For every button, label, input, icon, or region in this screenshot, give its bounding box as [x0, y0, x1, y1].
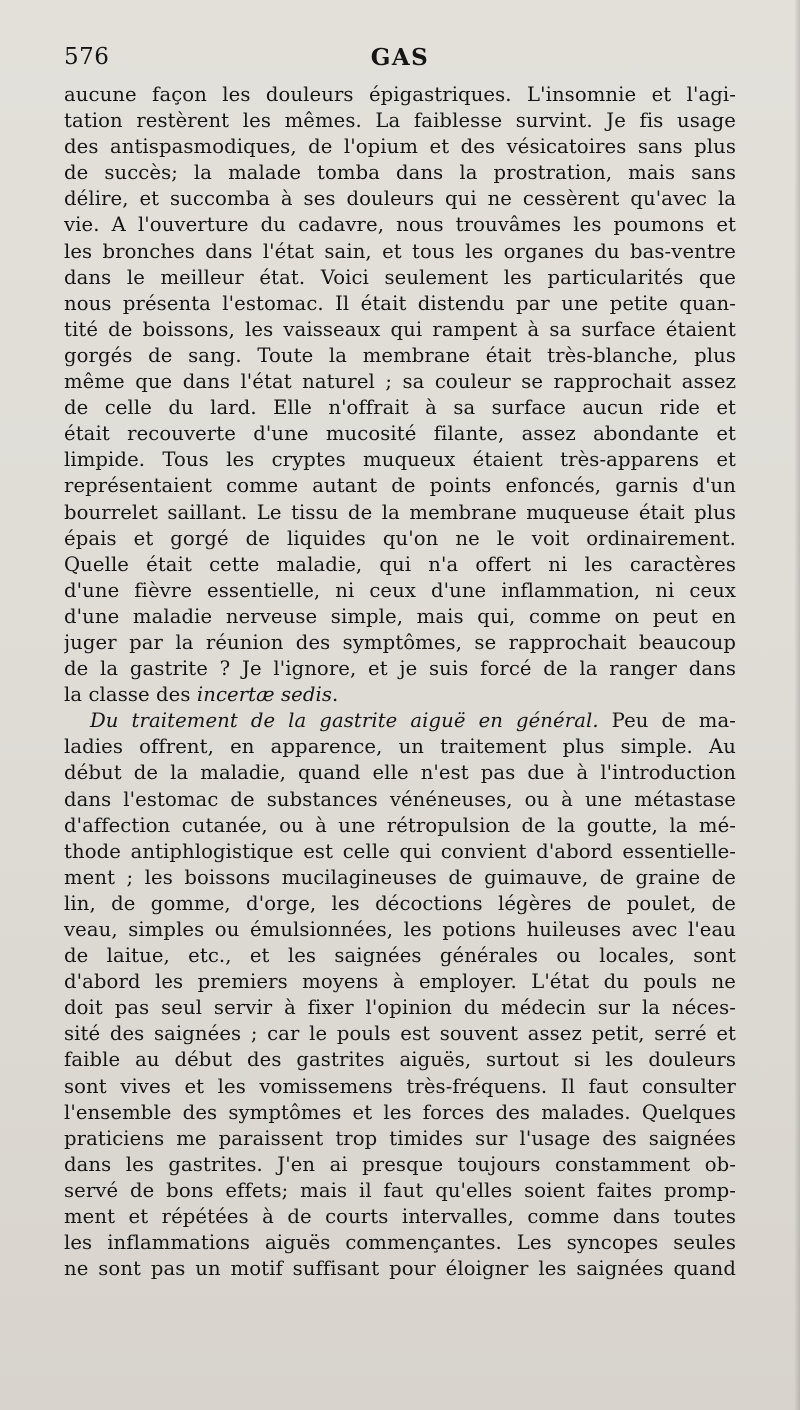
text-line: servé de bons effets; mais il faut qu'elles soient faites promp- [64, 1178, 736, 1202]
text-line: tation restèrent les mêmes. La faiblesse survint. Je fis usage [64, 109, 736, 133]
text-line: dans le meilleur état. Voici seulement les particularités que [64, 265, 736, 289]
text-line: d'abord les premiers moyens à employer. L'état du pouls ne [64, 970, 736, 994]
text-line: faible au début des gastrites aiguës, surtout si les douleurs [64, 1048, 736, 1072]
text-line: veau, simples ou émulsionnées, les potions huileuses avec l'eau [64, 918, 736, 941]
text-line: de laitue, etc., et les saignées générales ou locales, sont [64, 944, 736, 968]
text-line: début de la maladie, quand elle n'est pas due à l'introduction [64, 761, 736, 785]
text-line: ment ; les boissons mucilagineuses de guimauve, de graine de [64, 865, 736, 889]
text-line: était recouverte d'une mucosité filante, assez abondante et [64, 422, 736, 446]
text-line: nous présenta l'estomac. Il était distendu par une petite quan- [64, 291, 736, 315]
running-head: GAS [370, 44, 430, 71]
text-line: praticiens me paraissent trop timides sur l'usage des saignées [64, 1126, 736, 1150]
text-line: gorgés de sang. Toute la membrane était très-blanche, plus [64, 343, 736, 367]
text-line: de succès; la malade tomba dans la prostration, mais sans [64, 161, 736, 185]
text-line: dans les gastrites. J'en ai presque toujours constamment ob- [64, 1152, 736, 1176]
text-line: des antispasmodiques, de l'opium et des vésicatoires sans plus [64, 135, 736, 159]
text-line: aucune façon les douleurs épigastriques. L'insomnie et l'agi- [64, 83, 736, 106]
italic-phrase: incertæ sedis [196, 683, 333, 707]
text-line: dans l'estomac de substances vénéneuses, ou à une métastase [64, 787, 736, 811]
text-line: d'une fièvre essentielle, ni ceux d'une inflammation, ni ceux [64, 578, 736, 602]
text-line: limpide. Tous les cryptes muqueux étaient très-apparens et [64, 448, 736, 472]
text-line: d'affection cutanée, ou à une rétropulsion de la goutte, la mé- [64, 813, 736, 837]
text-line: thode antiphlogistique est celle qui convient d'abord essentielle- [64, 839, 736, 863]
text-line: représentaient comme autant de points enfoncés, garnis d'un [64, 474, 736, 498]
page-body [64, 82, 736, 1282]
text-line: Quelle était cette maladie, qui n'a offert ni les caractères [64, 552, 736, 576]
text-line: sont vives et les vomissemens très-fréquens. Il faut consulter [64, 1074, 736, 1098]
text-line: tité de boissons, les vaisseaux qui rampent à sa surface étaient [64, 317, 736, 341]
text-line: épais et gorgé de liquides qu'on ne le voit ordinairement. [64, 526, 736, 550]
section-heading-line [64, 708, 736, 734]
text-line: d'une maladie nerveuse simple, mais qui, comme on peut en [64, 604, 736, 628]
text-line: même que dans l'état naturel ; sa couleur se rapprochait assez [64, 370, 736, 394]
paragraph-case-report [64, 82, 736, 708]
text-line: les bronches dans l'état sain, et tous les organes du bas-ventre [64, 239, 736, 263]
page-number: 576 [64, 44, 110, 70]
paragraph-treatment [64, 708, 736, 1282]
text-line: l'ensemble des symptômes et les forces des malades. Quelques [64, 1100, 736, 1124]
text-fragment: la classe des [64, 683, 197, 707]
text-line: sité des saignées ; car le pouls est souvent assez petit, serré et [64, 1022, 736, 1046]
text-fragment: . [332, 683, 339, 707]
text-line: les inflammations aiguës commençantes. Les syncopes seules [64, 1231, 736, 1255]
text-line: juger par la réunion des symptômes, se rapprochait beaucoup [64, 630, 736, 654]
text-fragment: Peu de ma- [598, 709, 736, 733]
text-line [64, 682, 736, 708]
text-line: ladies offrent, en apparence, un traitement plus simple. Au [64, 735, 736, 759]
text-line: de celle du lard. Elle n'offrait à sa surface aucun ride et [64, 396, 736, 420]
text-line: doit pas seul servir à fixer l'opinion du médecin sur la néces- [64, 996, 736, 1020]
text-line: lin, de gomme, d'orge, les décoctions légères de poulet, de [64, 891, 736, 915]
text-line: ne sont pas un motif suffisant pour éloigner les saignées quand [64, 1257, 736, 1281]
text-line: vie. A l'ouverture du cadavre, nous trouvâmes les poumons et [64, 213, 736, 237]
text-line: ment et répétées à de courts intervalles, comme dans toutes [64, 1205, 736, 1229]
page-edge-shadow [794, 0, 800, 1410]
section-heading: Du traitement de la gastrite aiguë en général. [90, 709, 599, 733]
text-line: bourrelet saillant. Le tissu de la membrane muqueuse était plus [64, 500, 736, 524]
text-line: délire, et succomba à ses douleurs qui ne cessèrent qu'avec la [64, 187, 736, 211]
text-line: de la gastrite ? Je l'ignore, et je suis forcé de la ranger dans [64, 657, 736, 681]
page-header [64, 44, 736, 78]
